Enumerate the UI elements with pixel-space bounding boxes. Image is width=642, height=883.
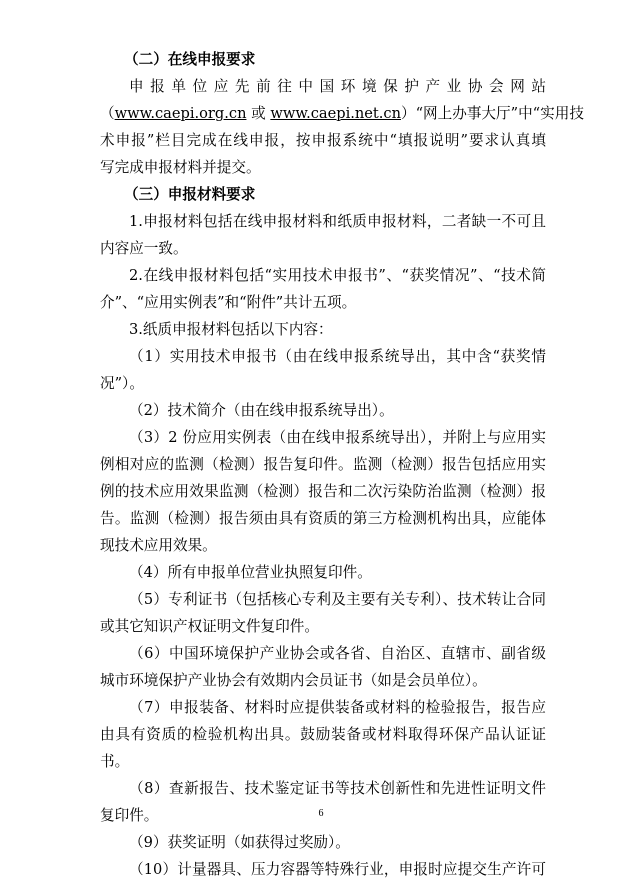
- caepi-net-link[interactable]: www.caepi.net.cn: [270, 105, 401, 122]
- text-line: （1）实用技术申报书（由在线申报系统导出，其中含“获奖情: [129, 348, 546, 365]
- list-item: [100, 208, 546, 262]
- text-line: （3）2 份应用实例表（由在线申报系统导出），并附上与应用实: [129, 429, 546, 446]
- text-fragment: 或: [246, 105, 271, 122]
- text-line: 况”）。: [100, 375, 144, 392]
- sub-list-item: [100, 775, 546, 829]
- text-line: （4）所有申报单位营业执照复印件。: [129, 564, 372, 581]
- text-line: （2）技术简介（由在线申报系统导出）。: [129, 402, 394, 419]
- text-line: 申报单位应先前往中国环境保护产业协会网站: [129, 78, 546, 95]
- document-body: [100, 46, 584, 883]
- sub-list-item: [100, 424, 546, 559]
- text-line: 告。监测（检测）报告须由具有资质的第三方检测机构出具，应能体: [100, 510, 546, 527]
- text-line: （9）获奖证明（如获得过奖励）。: [129, 834, 350, 851]
- paragraph-online-application: [100, 73, 584, 181]
- sub-list-item: [100, 559, 546, 586]
- caepi-org-link[interactable]: www.caepi.org.cn: [114, 105, 247, 122]
- text-line: 2.在线申报材料包括“实用技术申报书”、“获奖情况”、“技术简: [129, 267, 546, 284]
- text-line: 例的技术应用效果监测（检测）报告和二次污染防治监测（检测）报: [100, 483, 546, 500]
- text-line: 书。: [100, 753, 130, 770]
- text-line: 复印件。: [100, 807, 159, 824]
- sub-list-item: [100, 586, 546, 640]
- text-line: 由具有资质的检验机构出具。鼓励装备或材料取得环保产品认证证: [100, 726, 546, 743]
- text-line: 3.纸质申报材料包括以下内容：: [129, 321, 333, 338]
- sub-list-item: [100, 829, 546, 856]
- text-line: （8）查新报告、技术鉴定证书等技术创新性和先进性证明文件: [129, 780, 546, 797]
- section-heading-online-application: （二）在线申报要求: [124, 51, 256, 68]
- text-line: 城市环境保护产业协会有效期内会员证书（如是会员单位）。: [100, 672, 487, 689]
- sub-list-item: [100, 856, 546, 883]
- text-line: 写完成申报材料并提交。: [100, 159, 261, 176]
- sub-list-item: [100, 640, 546, 694]
- text-line: 术申报”栏目完成在线申报，按申报系统中“填报说明”要求认真填: [100, 132, 546, 149]
- text-fragment: ）“网上办事大厅”中“实用技: [401, 105, 584, 122]
- text-line: 例相对应的监测（检测）报告复印件。监测（检测）报告包括应用实: [100, 456, 546, 473]
- text-line: 1.申报材料包括在线申报材料和纸质申报材料，二者缺一不可且: [129, 213, 546, 230]
- sub-list-item: [100, 694, 546, 775]
- sub-list-item: [100, 397, 546, 424]
- text-line: （6）中国环境保护产业协会或各省、自治区、直辖市、副省级: [129, 645, 546, 662]
- list-item: [100, 316, 546, 343]
- list-item: [100, 262, 546, 316]
- page-number: 6: [318, 808, 324, 819]
- text-line: 介”、“应用实例表”和“附件”共计五项。: [100, 294, 357, 311]
- text-line-with-links: [100, 100, 584, 127]
- text-line: 内容应一致。: [100, 240, 188, 257]
- sub-list-item: [100, 343, 546, 397]
- text-line: （5）专利证书（包括核心专利及主要有关专利）、技术转让合同: [129, 591, 546, 608]
- text-fragment: （: [100, 105, 115, 122]
- section-heading-materials: （三）申报材料要求: [124, 186, 256, 203]
- text-line: （10）计量器具、压力容器等特殊行业，申报时应提交生产许可: [129, 861, 546, 878]
- text-line: （7）申报装备、材料时应提供装备或材料的检验报告，报告应: [129, 699, 546, 716]
- text-line: 现技术应用效果。: [100, 537, 217, 554]
- text-line: 或其它知识产权证明文件复印件。: [100, 618, 319, 635]
